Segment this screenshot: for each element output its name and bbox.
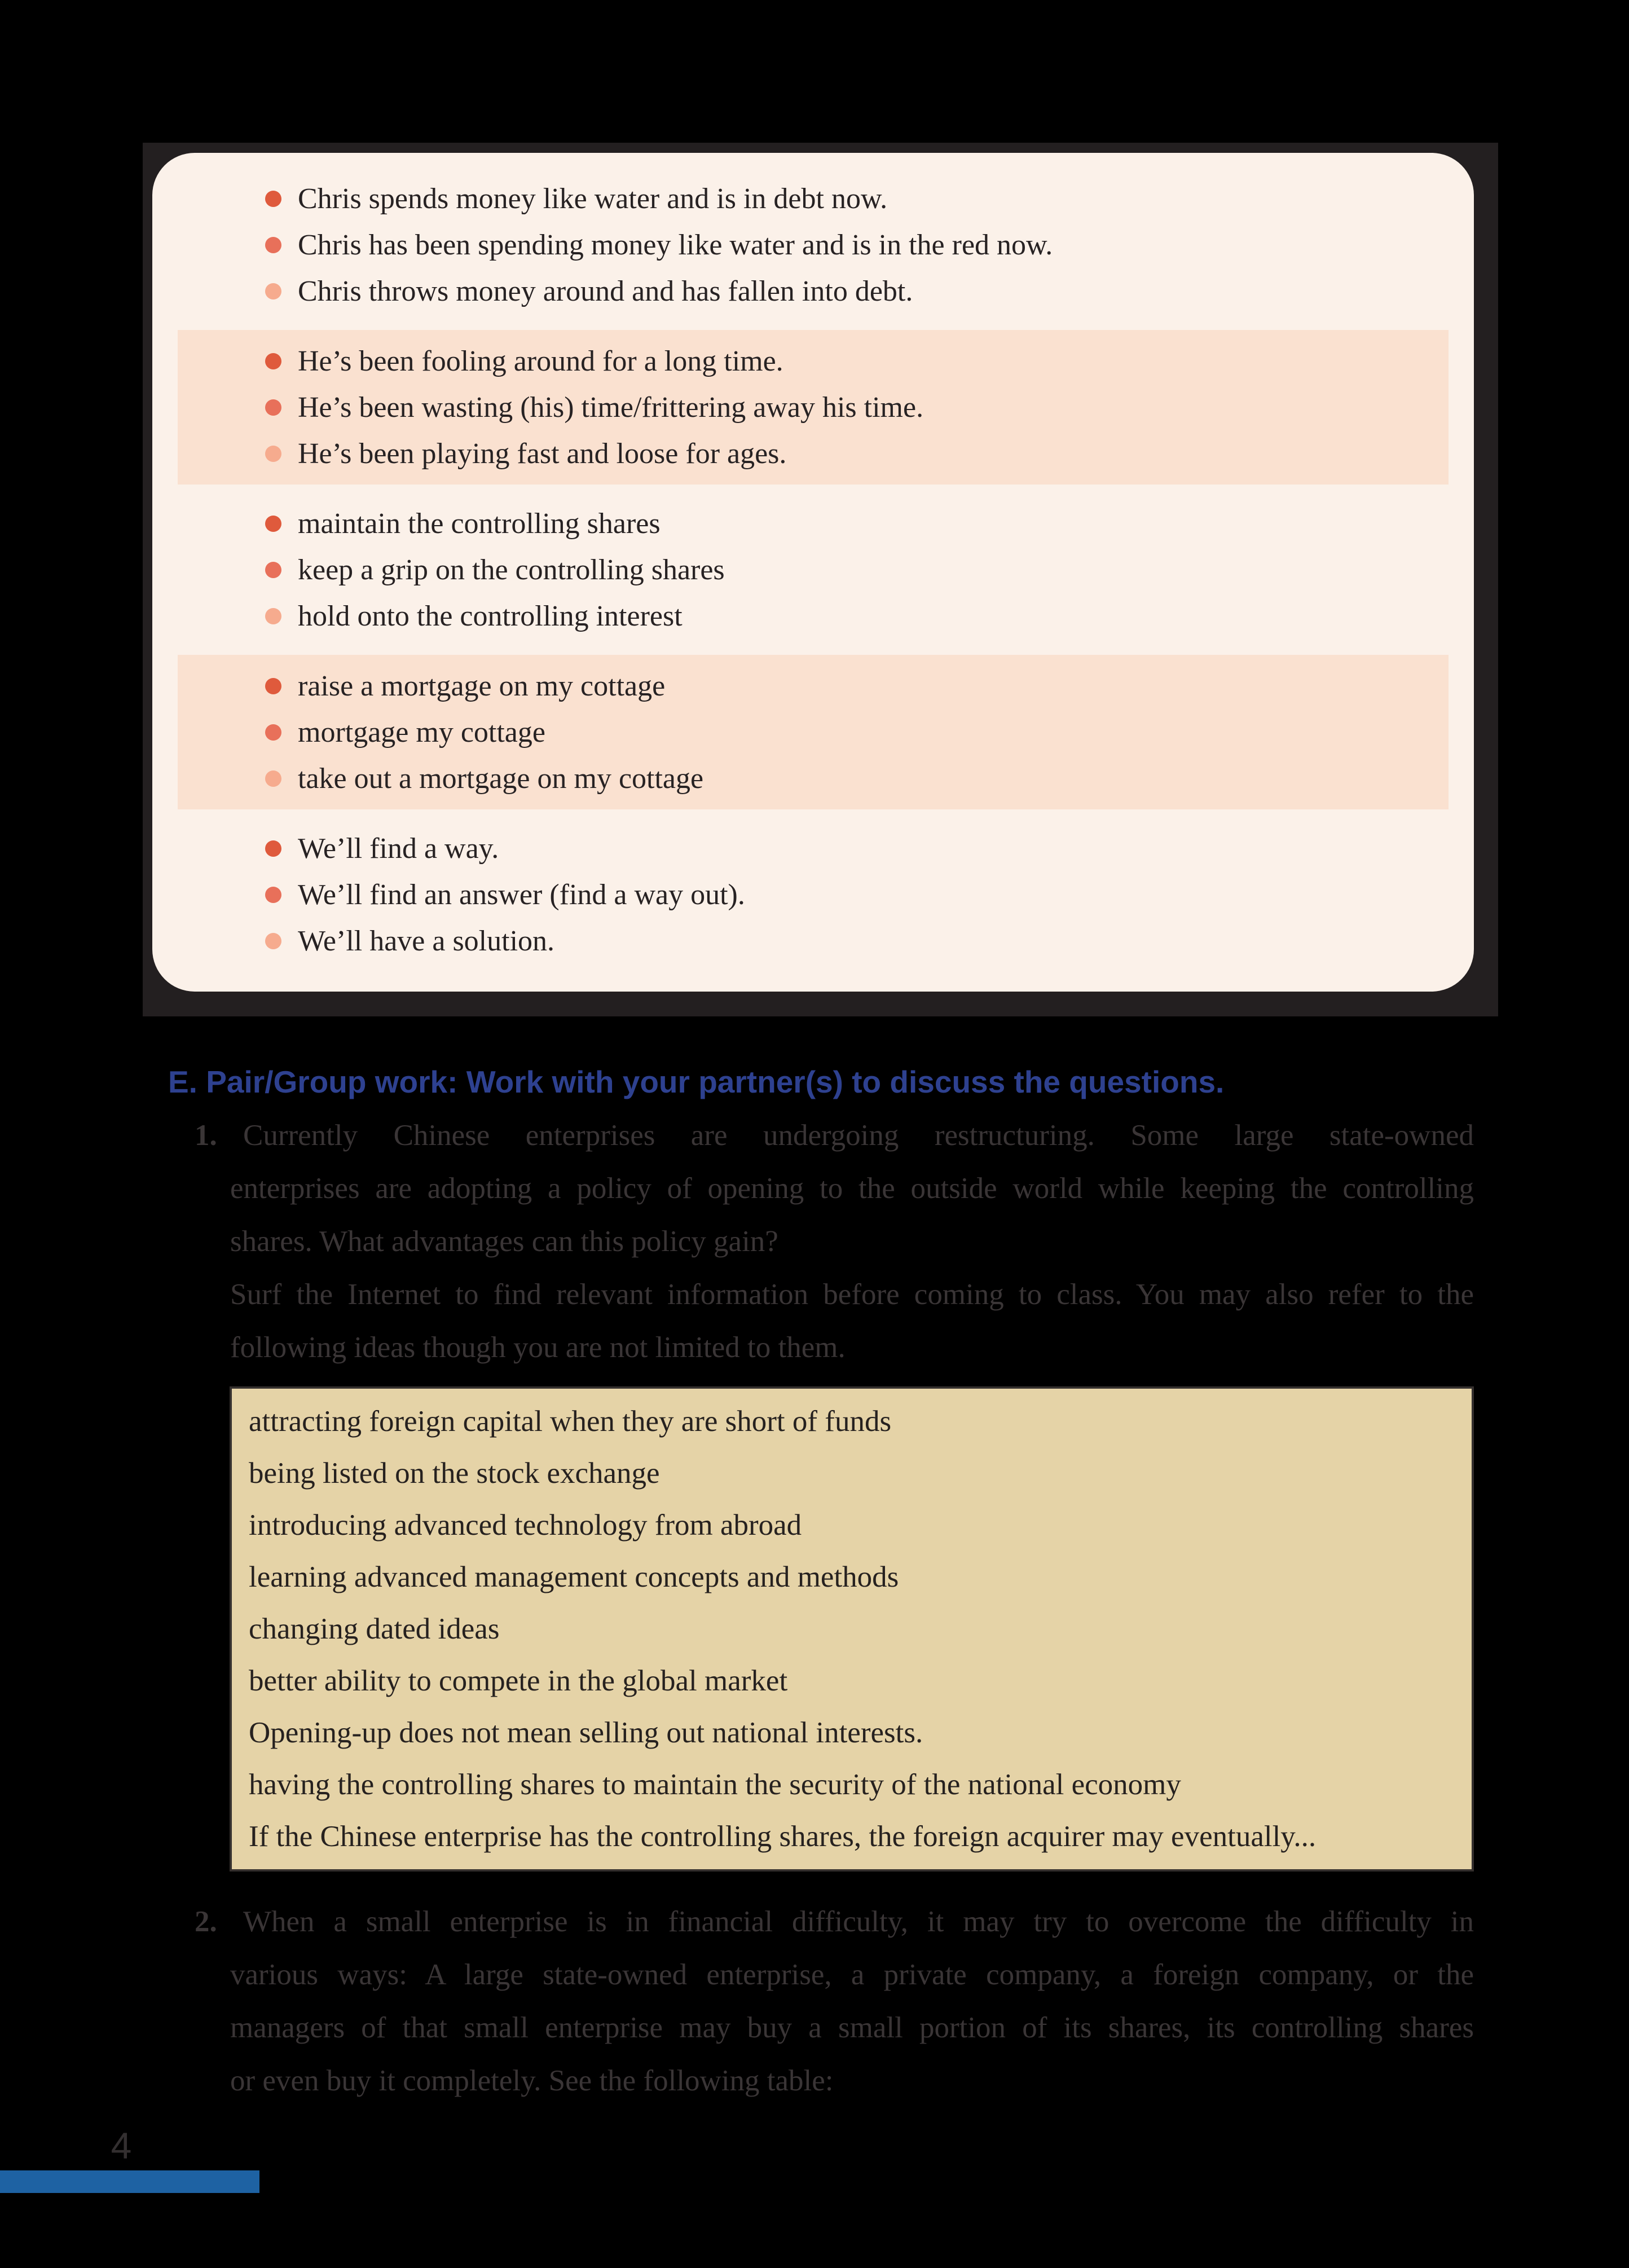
bullet-icon <box>265 399 281 416</box>
answer-text: We’ll find a way. <box>298 832 499 865</box>
bullet-icon <box>265 516 281 532</box>
bullet-icon <box>265 562 281 578</box>
question-2-line: or even buy it completely. See the following table: <box>230 2064 834 2097</box>
idea-line: If the Chinese enterprise has the controlling shares, the foreign acquirer may eventually... <box>249 1820 1317 1853</box>
answer-item <box>265 430 1449 477</box>
bullet-icon <box>265 678 281 694</box>
answer-text: We’ll have a solution. <box>298 924 555 957</box>
bullet-icon <box>265 446 281 462</box>
question-2 <box>195 1895 1474 2107</box>
answer-text: maintain the controlling shares <box>298 507 661 540</box>
answer-text: raise a mortgage on my cottage <box>298 670 666 702</box>
idea-line: attracting foreign capital when they are short of funds <box>249 1405 892 1438</box>
ideas-box <box>230 1386 1474 1871</box>
answer-group-find-a-way <box>152 825 1474 964</box>
answer-text: He’s been fooling around for a long time. <box>298 345 783 377</box>
answer-text: Chris throws money around and has fallen into debt. <box>298 275 913 307</box>
question-1-line: enterprises are adopting a policy of opening to the outside world while keeping the controlling <box>230 1172 1474 1205</box>
answer-item <box>265 175 1474 222</box>
footer-accent-bar <box>0 2170 259 2193</box>
answer-item <box>265 338 1449 384</box>
answer-text: We’ll find an answer (find a way out). <box>298 878 745 911</box>
bullet-icon <box>265 933 281 949</box>
bullet-icon <box>265 191 281 207</box>
answer-group-mortgage <box>178 655 1449 809</box>
answer-group-controlling-shares <box>152 500 1474 639</box>
answer-item <box>265 918 1474 964</box>
section-heading: E. Pair/Group work: Work with your partner(s) to discuss the questions. <box>168 1064 1225 1099</box>
answer-item <box>265 547 1474 593</box>
idea-line: learning advanced management concepts and methods <box>249 1561 899 1593</box>
bullet-icon <box>265 237 281 253</box>
question-2-number: 2. <box>195 1905 217 1938</box>
answers-card <box>152 153 1474 992</box>
answer-item <box>265 871 1474 918</box>
answer-group-fooling-around <box>178 330 1449 485</box>
question-1-line: Surf the Internet to find relevant information before coming to class. You may also refer to the <box>230 1278 1474 1311</box>
answer-item <box>265 663 1449 709</box>
answer-group-spend-money <box>152 175 1474 314</box>
bullet-icon <box>265 840 281 857</box>
question-1-number: 1. <box>195 1119 217 1152</box>
bullet-icon <box>265 353 281 369</box>
idea-line: having the controlling shares to maintain the security of the national economy <box>249 1768 1181 1801</box>
bullet-icon <box>265 608 281 624</box>
idea-line: Opening-up does not mean selling out national interests. <box>249 1716 923 1749</box>
bullet-icon <box>265 283 281 300</box>
answer-text: Chris has been spending money like water and is in the red now. <box>298 228 1053 261</box>
bullet-icon <box>265 724 281 741</box>
question-2-line: When a small enterprise is in financial difficulty, it may try to overcome the difficulty in <box>243 1905 1474 1938</box>
page-number: 4 <box>111 2125 132 2166</box>
question-2-line: managers of that small enterprise may buy a small portion of its shares, its controlling shares <box>230 2011 1474 2044</box>
question-1-line: shares. What advantages can this policy gain? <box>230 1225 778 1258</box>
answer-text: take out a mortgage on my cottage <box>298 762 704 795</box>
answer-text: Chris spends money like water and is in debt now. <box>298 182 888 215</box>
question-2-line: various ways: A large state-owned enterprise, a private company, a foreign company, or the <box>230 1958 1474 1991</box>
answer-item <box>265 222 1474 268</box>
answer-item <box>265 500 1474 547</box>
answers-panel <box>143 143 1498 1016</box>
answer-text: He’s been playing fast and loose for ages. <box>298 437 787 470</box>
idea-line: changing dated ideas <box>249 1613 500 1645</box>
question-1-line: following ideas though you are not limited to them. <box>230 1331 846 1364</box>
bullet-icon <box>265 770 281 787</box>
answer-text: He’s been wasting (his) time/frittering away his time. <box>298 391 924 424</box>
answer-text: hold onto the controlling interest <box>298 600 683 632</box>
answer-item <box>265 593 1474 639</box>
answer-text: keep a grip on the controlling shares <box>298 553 725 586</box>
answer-item <box>265 755 1449 801</box>
idea-line: introducing advanced technology from abroad <box>249 1509 802 1542</box>
idea-line: better ability to compete in the global market <box>249 1664 788 1697</box>
bullet-icon <box>265 887 281 903</box>
answer-item <box>265 709 1449 755</box>
answer-item <box>265 384 1449 430</box>
question-1 <box>195 1109 1474 1374</box>
answer-item <box>265 268 1474 314</box>
answer-text: mortgage my cottage <box>298 716 545 748</box>
idea-line: being listed on the stock exchange <box>249 1457 660 1490</box>
answer-item <box>265 825 1474 871</box>
question-1-line: Currently Chinese enterprises are undergoing restructuring. Some large state-owned <box>243 1119 1474 1152</box>
